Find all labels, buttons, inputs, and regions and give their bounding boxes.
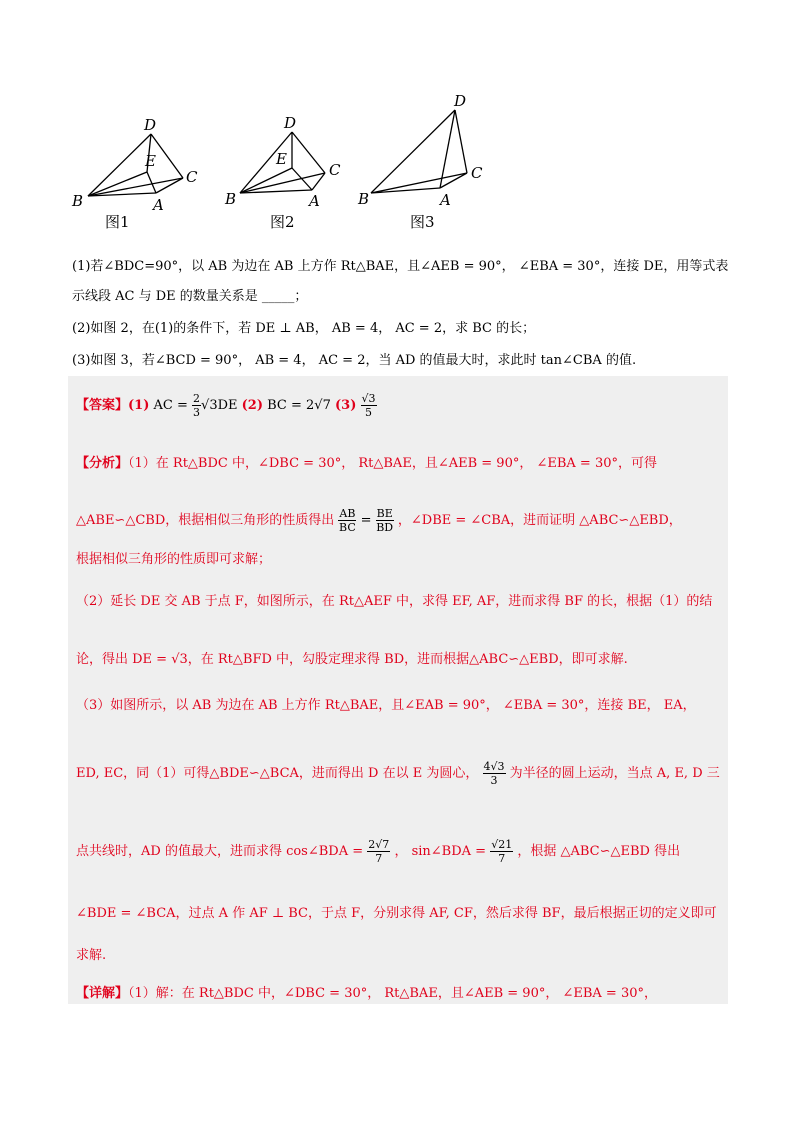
figure-3-caption: 图3: [410, 213, 435, 231]
sin-fraction: [490, 838, 513, 865]
question-3: (3)如图 3，若∠BCD = 90°， AB = 4， AC = 2，当 AD 的值最大时，求此时 tan∠CBA 的值.: [72, 353, 637, 368]
figure-1-caption: 图1: [105, 213, 130, 231]
ratio-fraction: [376, 507, 394, 534]
question-1-line-2: 示线段 AC 与 DE 的数量关系是 _____；: [72, 289, 308, 304]
ratio-fraction: [338, 507, 356, 534]
analysis-text: ED, EC，同（1）可得△BDE∽△BCA，进而得出 D 在以 E 为圆心，: [76, 766, 479, 781]
fraction-numerator: 2√7: [368, 838, 390, 851]
cos-fraction: [367, 838, 390, 865]
answer-part-3-label: (3): [335, 398, 357, 413]
answer-part-2-expr: BC = 2√7: [267, 398, 331, 413]
analysis-line-5: 论，得出 DE = √3，在 Rt△BFD 中，勾股定理求得 BD，进而根据△ABC∽△EBD，即可求解.: [76, 652, 628, 667]
fraction-numerator: BE: [376, 507, 393, 520]
analysis-line-2: [76, 507, 682, 534]
analysis-text: ，根据 △ABC∽△EBD 得出: [517, 844, 681, 859]
label-b: B: [72, 192, 84, 210]
analysis-text: ， sin∠BDA =: [394, 844, 487, 859]
fraction-denominator: BC: [339, 521, 356, 534]
label-c: C: [186, 168, 198, 186]
analysis-text: （1）在 Rt△BDC 中，∠DBC = 30°， Rt△BAE，且∠AEB = 90°， ∠EBA = 30°，可得: [128, 456, 657, 471]
fraction-denominator: 7: [498, 852, 506, 865]
radius-fraction: [483, 760, 506, 787]
analysis-line-6: （3）如图所示，以 AB 为边在 AB 上方作 Rt△BAE，且∠EAB = 90°， ∠EBA = 30°，连接 BE， EA，: [76, 698, 696, 713]
analysis-line-10: 求解.: [76, 948, 107, 963]
fraction-numerator: 4√3: [483, 760, 505, 773]
fraction-denominator: 5: [365, 406, 373, 419]
analysis-line-4: （2）延长 DE 交 AB 于点 F，如图所示，在 Rt△AEF 中，求得 EF, AF，进而求得 BF 的长，根据（1）的结: [76, 594, 713, 609]
question-2: (2)如图 2，在(1)的条件下，若 DE ⊥ AB， AB = 4， AC = 2，求 BC 的长；: [72, 321, 536, 336]
analysis-text: △ABE∽△CBD，根据相似三角形的性质得出: [76, 513, 335, 528]
label-d: D: [144, 116, 157, 134]
label-b: B: [225, 190, 237, 208]
analysis-text: ，∠DBE = ∠CBA，进而证明 △ABC∽△EBD，: [397, 513, 682, 528]
fraction-denominator: 3: [193, 406, 201, 419]
analysis-line-9: ∠BDE = ∠BCA，过点 A 作 AF ⊥ BC，于点 F，分别求得 AF, CF，然后求得 BF，最后根据正切的定义即可: [76, 906, 717, 921]
analysis-tag: 【分析】: [76, 456, 129, 471]
answer-part-1-lhs: AC =: [153, 398, 188, 413]
analysis-text: 点共线时，AD 的值最大，进而求得 cos∠BDA =: [76, 844, 364, 859]
figure-2-caption: 图2: [270, 213, 295, 231]
answer-tag: 【答案】: [76, 398, 129, 413]
analysis-line-1: [76, 452, 657, 471]
label-a: A: [309, 192, 320, 210]
figures: [60, 88, 740, 238]
detail-tag: 【详解】: [76, 986, 129, 1001]
answer-part-3-fraction: [361, 392, 377, 419]
fraction-numerator: AB: [339, 507, 356, 520]
detail-line-1: [76, 982, 657, 1001]
answer-part-1-rhs: √3DE: [201, 398, 238, 413]
fraction-denominator: BD: [376, 521, 394, 534]
fraction-denominator: 7: [375, 852, 383, 865]
analysis-line-8: [76, 838, 680, 865]
label-c: C: [329, 161, 341, 179]
fraction-numerator: √21: [491, 838, 513, 851]
answer-part-1-fraction: [192, 392, 201, 419]
question-1-line-1: (1)若∠BDC=90°，以 AB 为边在 AB 上方作 Rt△BAE，且∠AEB = 90°， ∠EBA = 30°，连接 DE，用等式表: [72, 259, 729, 274]
analysis-line-7: [76, 760, 720, 787]
label-a: A: [440, 191, 451, 209]
analysis-line-3: 根据相似三角形的性质即可求解；: [76, 552, 272, 567]
answer-part-1-label: (1): [128, 398, 150, 413]
label-d: D: [454, 92, 467, 110]
label-a: A: [153, 196, 164, 214]
detail-text: （1）解：在 Rt△BDC 中，∠DBC = 30°， Rt△BAE，且∠AEB = 90°， ∠EBA = 30°，: [128, 986, 657, 1001]
label-c: C: [471, 164, 483, 182]
equals-sign: =: [360, 513, 372, 528]
fraction-numerator: 2: [193, 392, 201, 405]
label-e: E: [145, 152, 156, 170]
geometry-figures: [60, 88, 740, 238]
fraction-numerator: √3: [361, 392, 376, 405]
analysis-text: 为半径的圆上运动，当点 A, E, D 三: [509, 766, 720, 781]
label-e: E: [276, 150, 287, 168]
answer-line: [76, 392, 377, 419]
answer-part-2-label: (2): [241, 398, 263, 413]
fraction-denominator: 3: [490, 774, 498, 787]
label-d: D: [284, 114, 297, 132]
label-b: B: [358, 190, 370, 208]
